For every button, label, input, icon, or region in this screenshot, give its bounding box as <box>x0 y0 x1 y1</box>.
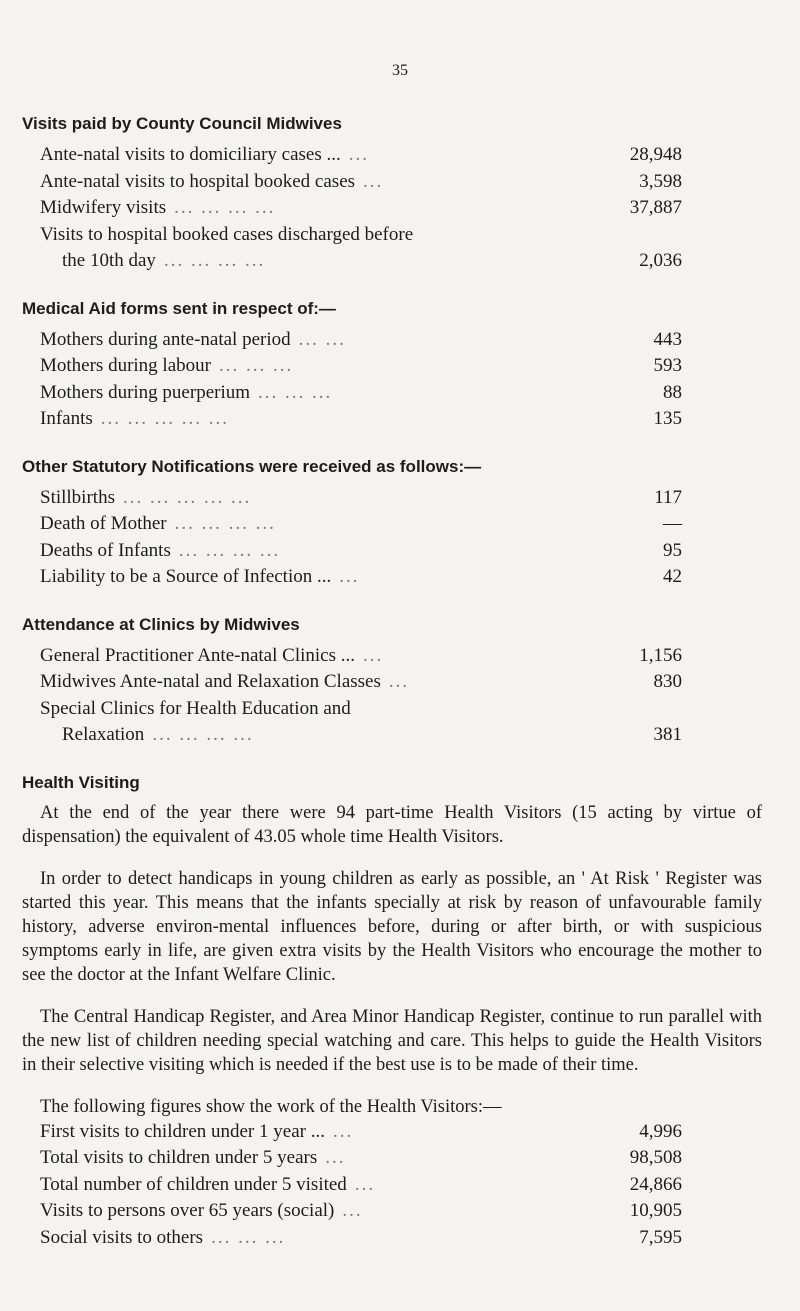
row-value: 3,598 <box>639 170 682 192</box>
row-leader: ... ... ... <box>211 1226 286 1248</box>
table-row <box>22 669 772 696</box>
row-leader: ... <box>388 671 410 692</box>
row-value: 88 <box>663 381 682 403</box>
table-row <box>22 485 772 512</box>
row-value: 1,156 <box>639 644 682 666</box>
table-row <box>22 380 772 407</box>
clinics-section <box>22 613 772 749</box>
midwives-section <box>22 112 772 275</box>
row-value: 95 <box>663 539 682 561</box>
row-leader: ... ... ... ... <box>174 513 276 534</box>
table-row <box>22 142 772 169</box>
table-row <box>22 1145 772 1172</box>
row-label: General Practitioner Ante-natal Clinics ... <box>40 644 355 666</box>
medical-aid-section <box>22 297 772 433</box>
row-value: 24,866 <box>629 1173 682 1195</box>
row-value: 2,036 <box>639 250 682 271</box>
row-value: 117 <box>654 486 682 508</box>
clinics-heading: Attendance at Clinics by Midwives <box>22 614 300 634</box>
paragraph: The Central Handicap Register, and Area Minor Handicap Register, continue to run parallel with the new list of children needing special watching and care. This helps to guide the Health Visitors in their selective visiting which is needed if the best use is to be made of their time. <box>22 1006 762 1075</box>
row-leader: ... ... ... ... <box>163 250 266 271</box>
table-row <box>22 169 772 196</box>
table-row <box>22 1172 772 1199</box>
health-visiting-heading: Health Visiting <box>22 772 140 792</box>
medical-aid-heading: Medical Aid forms sent in respect of:— <box>22 298 336 318</box>
row-value: 4,996 <box>639 1120 682 1142</box>
paragraph: In order to detect handicaps in young children as early as possible, an ' At Risk ' Register was started this year. This means that the infants specially at risk by reason of unfavourable family history, adverse environ-mental influences before, during or after birth, or with suspicious symptoms early in life, are given extra visits by the Health Visitors who encourage the mother to see the doctor at the Infant Welfare Clinic. <box>22 868 762 985</box>
row-label: Deaths of Infants <box>40 539 171 561</box>
row-leader: ... <box>354 1173 376 1195</box>
row-label: Mothers during labour <box>40 355 211 376</box>
row-value: 42 <box>663 566 682 587</box>
table-row <box>22 353 772 380</box>
row-label: Visits to persons over 65 years (social) <box>40 1200 335 1221</box>
row-label: Infants <box>40 408 93 429</box>
notifications-section <box>22 455 772 591</box>
row-label: Total visits to children under 5 years <box>40 1147 318 1168</box>
row-label: Social visits to others <box>40 1226 204 1248</box>
row-leader: ... <box>363 170 384 192</box>
table-row <box>22 643 772 670</box>
row-leader: ... <box>325 1147 346 1168</box>
row-value: 381 <box>653 724 682 745</box>
row-leader: ... ... ... <box>218 355 294 376</box>
row-leader: ... ... ... ... <box>174 197 276 218</box>
table-row <box>22 511 772 538</box>
row-leader: ... ... <box>298 328 346 350</box>
paragraph: At the end of the year there were 94 part-time Health Visitors (15 acting by virtue of dispensation) the equivalent of 43.05 whole time Health Visitors. <box>22 802 762 847</box>
row-leader: ... ... ... ... <box>152 724 254 745</box>
notifications-heading: Other Statutory Notifications were received as follows:— <box>22 456 482 476</box>
table-row <box>22 327 772 354</box>
row-leader: ... ... ... ... ... <box>100 408 230 429</box>
table-row <box>22 1119 772 1146</box>
page-number: 35 <box>392 62 408 79</box>
row-value: — <box>663 513 682 534</box>
row-label: Total number of children under 5 visited <box>40 1173 347 1195</box>
health-visiting-section <box>22 771 772 1252</box>
row-label: Mothers during ante-natal period <box>40 328 291 350</box>
table-row <box>22 406 772 433</box>
table-row <box>22 564 772 591</box>
row-label: Visits to hospital booked cases discharged before <box>40 223 414 245</box>
row-leader: ... <box>332 1120 354 1142</box>
row-label: Midwifery visits <box>40 197 167 218</box>
table-row <box>22 248 772 275</box>
row-leader: ... ... ... ... ... <box>122 486 252 508</box>
row-label: Relaxation <box>62 724 145 745</box>
row-label: Ante-natal visits to domiciliary cases ... <box>40 144 341 165</box>
row-label: First visits to children under 1 year ... <box>40 1120 325 1142</box>
row-label: the 10th day <box>62 250 156 271</box>
table-row <box>22 222 772 249</box>
row-label: Special Clinics for Health Education and <box>40 697 351 719</box>
row-leader: ... ... ... ... <box>178 539 281 561</box>
row-value: 7,595 <box>639 1226 682 1248</box>
row-label: Ante-natal visits to hospital booked cases <box>40 170 356 192</box>
figures-intro: The following figures show the work of the Health Visitors:— <box>40 1096 502 1117</box>
table-row <box>22 696 772 723</box>
row-value: 443 <box>653 328 682 350</box>
row-label: Liability to be a Source of Infection ... <box>40 566 332 587</box>
row-value: 37,887 <box>629 197 682 218</box>
table-row <box>22 1198 772 1225</box>
row-leader: ... <box>339 566 360 587</box>
row-value: 830 <box>653 671 682 692</box>
row-label: Stillbirths <box>40 486 115 508</box>
table-row <box>22 1225 772 1252</box>
row-label: Death of Mother <box>40 513 167 534</box>
document-body <box>22 112 772 1273</box>
midwives-heading: Visits paid by County Council Midwives <box>22 114 342 133</box>
row-value: 10,905 <box>629 1200 682 1221</box>
row-label: Midwives Ante-natal and Relaxation Classes <box>40 671 381 692</box>
row-value: 593 <box>653 355 682 376</box>
row-value: 135 <box>653 408 682 429</box>
row-value: 28,948 <box>629 144 682 165</box>
table-row <box>22 195 772 222</box>
row-leader: ... ... ... <box>258 381 333 403</box>
row-value: 98,508 <box>629 1147 682 1168</box>
row-leader: ... <box>342 1200 363 1221</box>
row-label: Mothers during puerperium <box>40 381 251 403</box>
table-row <box>22 538 772 565</box>
table-row <box>22 722 772 749</box>
row-leader: ... <box>348 144 370 165</box>
row-leader: ... <box>362 644 384 666</box>
